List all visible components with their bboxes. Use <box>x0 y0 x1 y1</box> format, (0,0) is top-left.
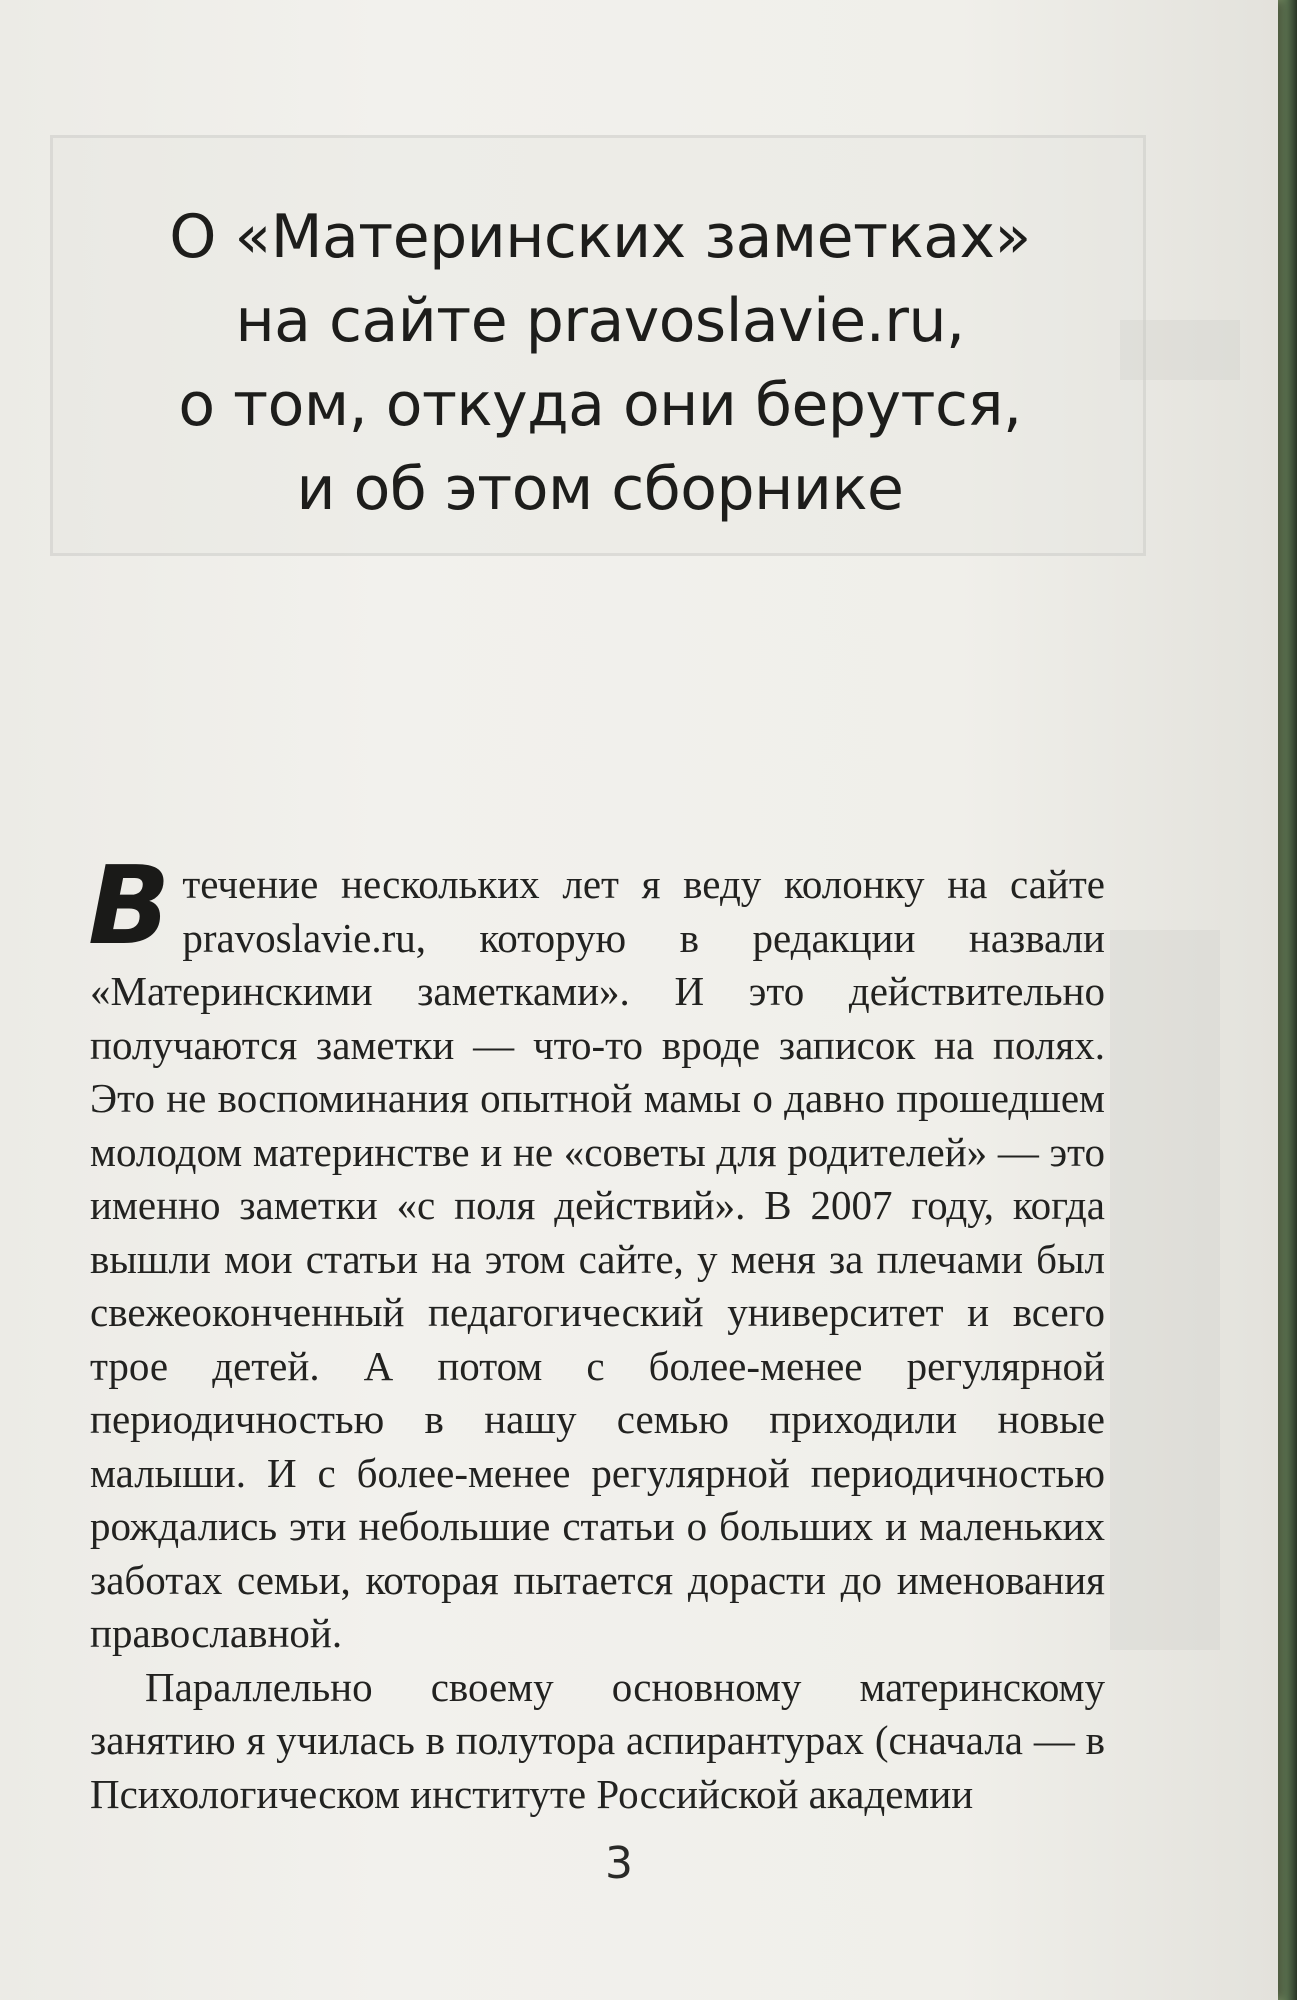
show-through-tab <box>1120 320 1240 380</box>
chapter-title <box>120 195 1080 531</box>
chapter-title-line-4: и об этом сборнике <box>296 454 904 525</box>
chapter-title-line-3: о том, откуда они берутся, <box>178 370 1022 441</box>
paragraph-1-text: течение нескольких лет я веду колонку на сайте pravoslavie.ru, которую в редакции назвали «Материнскими заметками». И это действительно получаются заметки — что-то вроде записок на полях. Это не воспоминания опытной мамы о давно прошедшем молодом материнстве и не «советы для родителей» — это именно заметки «с поля действий». В 2007 году, когда вышли мои статьи на этом сайте, у меня за плечами был свежеоконченный педагогический университет и всего трое детей. А потом с более-менее регулярной периодичностью в нашу семью приходили новые малыши. И с более-менее регулярной периодичностью рождались эти небольшие статьи о больших и маленьких заботах семьи, которая пытается дорасти до именования православной. <box>90 861 1105 1656</box>
show-through-image <box>1110 930 1220 1650</box>
chapter-title-line-1: О «Материнских заметках» <box>169 202 1031 273</box>
drop-cap: В <box>88 844 171 969</box>
paragraph-2: Параллельно своему основному материнскому занятию я училась в полутора аспирантурах (сначала — в Психологическом институте Российской академии <box>90 1663 1105 1817</box>
paragraph-1 <box>88 844 1105 1661</box>
page-number: 3 <box>605 1838 633 1889</box>
chapter-title-line-2: на сайте pravoslavie.ru, <box>235 286 965 357</box>
body-text <box>88 844 1105 1821</box>
